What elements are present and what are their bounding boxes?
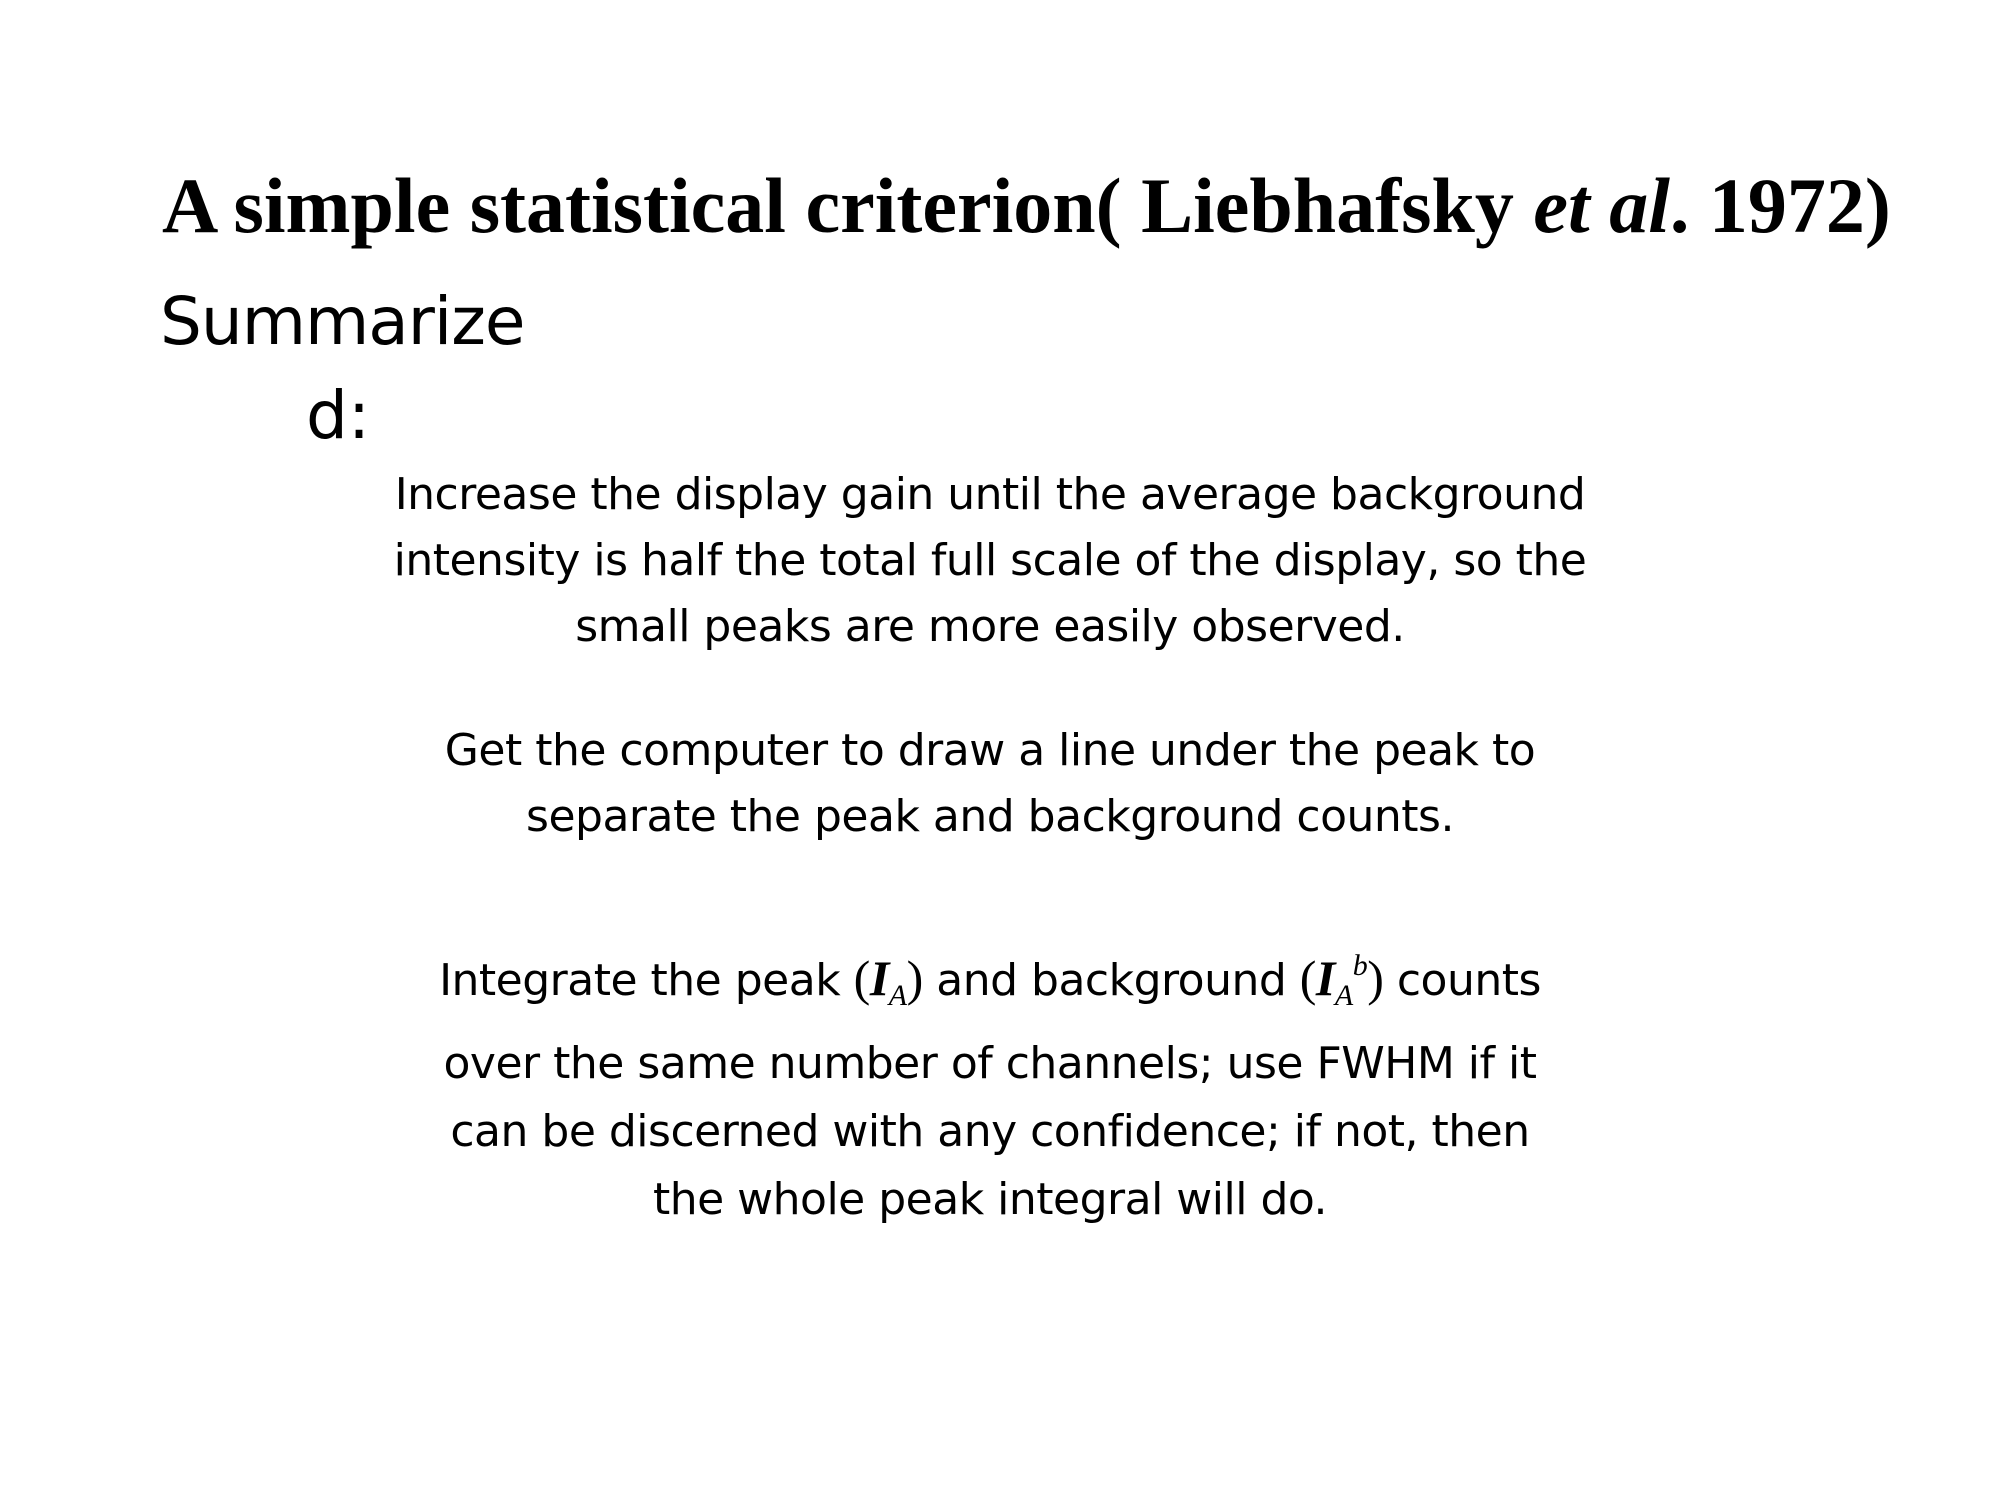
paragraph-display-gain [280, 462, 1700, 660]
slide-title [162, 158, 1972, 254]
paragraph-line: Get the computer to draw a line under the peak to [444, 725, 1536, 776]
bg-symbol-subscript: A [1334, 979, 1353, 1012]
bg-symbol-base: I [1315, 950, 1335, 1006]
paragraph-line: can be discerned with any confidence; if not, then [450, 1106, 1530, 1157]
paren-close: ) [906, 950, 923, 1006]
peak-intensity-symbol [869, 950, 907, 1012]
paragraph-line: intensity is half the total full scale of the display, so the [393, 535, 1587, 586]
title-italic: et al [1533, 162, 1670, 249]
bg-symbol-superscript: b [1352, 949, 1368, 982]
peak-symbol-base: I [869, 950, 889, 1006]
paren-close: ) [1367, 950, 1384, 1006]
heading-line-2: d: [306, 377, 371, 454]
paragraph-draw-line [280, 718, 1700, 850]
integrate-middle: and background [922, 955, 1300, 1006]
paren-open: ( [1299, 950, 1316, 1006]
peak-symbol-subscript: A [888, 979, 907, 1012]
paren-open: ( [853, 950, 870, 1006]
integrate-prefix: Integrate the peak [439, 955, 854, 1006]
title-tail: . 1972) [1669, 162, 1891, 249]
heading-line-1: Summarize [160, 283, 525, 360]
integrate-suffix: counts [1383, 955, 1541, 1006]
paragraph-line: over the same number of channels; use FWHM if it [443, 1038, 1537, 1089]
paragraph-line: small peaks are more easily observed. [575, 601, 1405, 652]
paragraph-line: the whole peak integral will do. [652, 1174, 1328, 1225]
paragraph-line-with-symbols [280, 932, 1700, 1030]
paragraph-line: Increase the display gain until the average background [394, 469, 1586, 520]
paragraph-integrate [280, 932, 1700, 1234]
background-intensity-symbol [1315, 949, 1368, 1012]
paragraph-line: separate the peak and background counts. [526, 791, 1454, 842]
title-main: A simple statistical criterion( Liebhafsky [162, 162, 1534, 249]
